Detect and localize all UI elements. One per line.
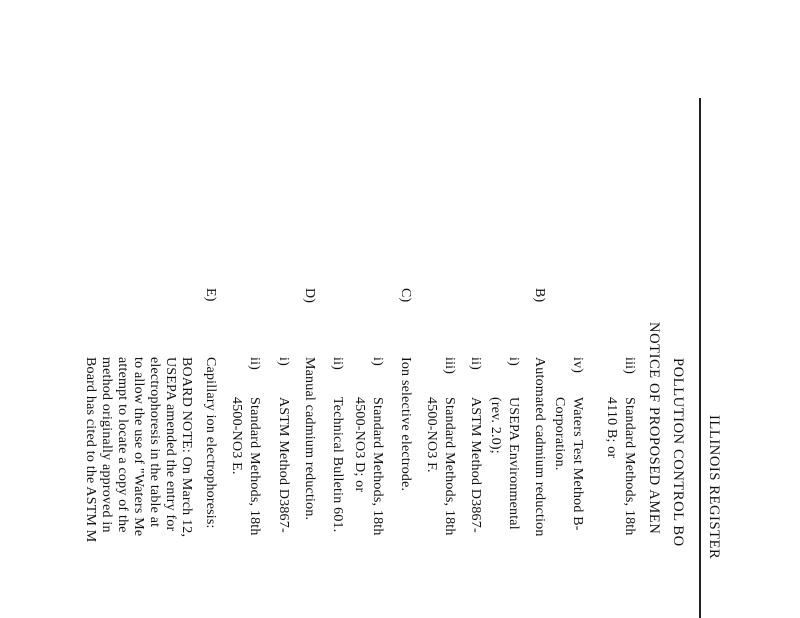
board-note-line: USEPA amended the entry for <box>163 357 178 532</box>
item-text: Standard Methods, 18th <box>247 397 262 536</box>
item-text: Manual cadmium reduction. <box>302 357 317 521</box>
board-note-line: BOARD NOTE: On March 12, <box>179 357 194 538</box>
item-marker: i) <box>370 357 385 366</box>
item-text: (rev. 2.0); <box>488 397 503 454</box>
item-text: Standard Methods, 18th <box>442 397 457 536</box>
notice-title: NOTICE OF PROPOSED AMEN <box>646 322 662 535</box>
item-text: 4500-NO3 D; or <box>352 397 367 493</box>
item-marker: iv) <box>570 357 585 374</box>
item-text: Automated cadmium reduction <box>532 357 547 537</box>
item-text: Standard Methods, 18th <box>370 397 385 536</box>
item-marker: E) <box>203 288 218 302</box>
item-marker: i) <box>506 357 521 366</box>
board-note-line: Board has cited to the ASTM M <box>83 357 98 543</box>
item-text: ASTM Method D3867- <box>276 397 291 533</box>
item-text: Capillary ion electrophoresis: <box>203 357 218 529</box>
item-text: 4500-NO3 E. <box>229 397 244 475</box>
item-marker: iii) <box>622 357 637 375</box>
item-marker: ii) <box>247 357 262 371</box>
board-note-line: method originally approved in <box>99 357 114 533</box>
item-text: 4500-NO3 F. <box>424 397 439 473</box>
item-marker: C) <box>398 288 413 303</box>
item-marker: iii) <box>442 357 457 375</box>
board-note-line: attempt to locate a copy of the <box>115 357 130 533</box>
header-rule <box>699 98 701 618</box>
item-text: USEPA Environmental <box>506 397 521 530</box>
board-note-line: electrophoresis in the table at <box>147 357 162 528</box>
item-text: Corporation. <box>552 397 567 471</box>
item-text: ASTM Method D3867- <box>468 397 483 533</box>
item-text: Technical Bulletin 601. <box>330 397 345 533</box>
item-marker: ii) <box>468 357 483 371</box>
item-marker: D) <box>302 288 317 304</box>
item-text: 4110 B; or <box>604 397 619 459</box>
board-note-line: to allow the use of "Waters Me <box>131 357 146 537</box>
item-marker: B) <box>532 288 547 303</box>
register-title: ILLINOIS REGISTER <box>706 415 722 560</box>
item-text: Ion selective electrode. <box>398 357 413 492</box>
item-text: Waters Test Method B- <box>570 397 585 531</box>
item-marker: i) <box>276 357 291 366</box>
item-marker: ii) <box>330 357 345 371</box>
item-text: Standard Methods, 18th <box>622 397 637 536</box>
agency-title: POLLUTION CONTROL BO <box>670 358 686 547</box>
